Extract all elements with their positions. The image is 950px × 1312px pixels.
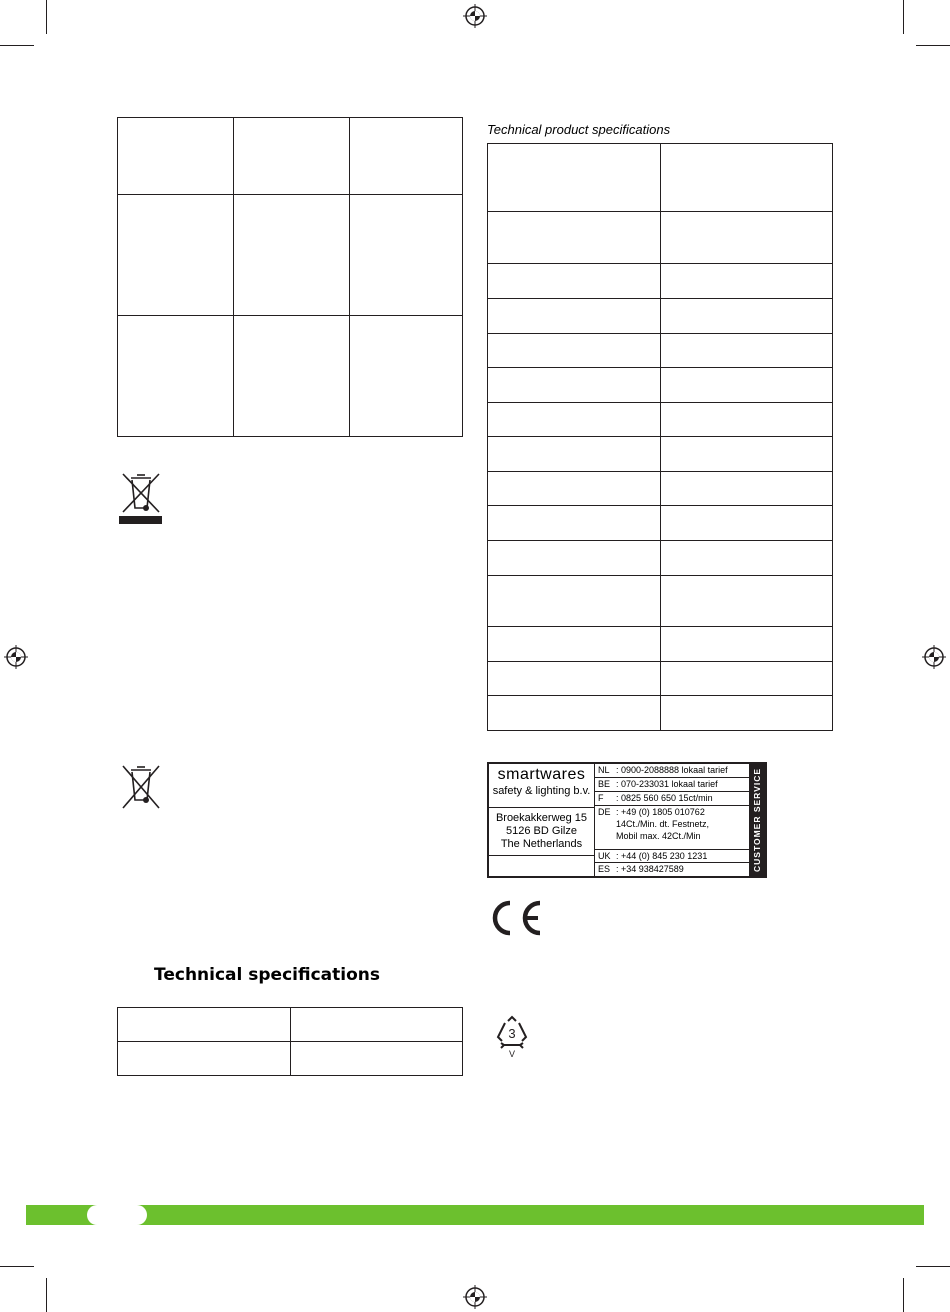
table-cell <box>661 696 833 731</box>
country-code: BE <box>598 779 611 789</box>
table-cell <box>488 212 661 264</box>
company-subtitle: safety & lighting b.v. <box>492 785 591 797</box>
table-cell <box>661 506 833 541</box>
troubleshooting-table <box>117 117 463 437</box>
company-name: smartwares <box>497 766 586 783</box>
phone-line: 14Ct./Min. dt. Festnetz, <box>616 819 710 829</box>
registration-mark-icon <box>922 645 946 669</box>
country-code: DE <box>598 807 611 817</box>
table-cell <box>661 403 833 437</box>
table-cell <box>291 1008 463 1042</box>
technical-specifications-heading: Technical specifications <box>154 965 380 985</box>
table-cell <box>488 541 661 576</box>
customer-service-side-label <box>749 764 765 876</box>
phone-text: : +34 938427589 <box>616 864 684 874</box>
table-cell <box>350 195 463 316</box>
table-cell <box>118 118 234 195</box>
address-line: 5126 BD Gilze <box>506 825 577 837</box>
phone-line <box>595 792 749 806</box>
phone-line <box>595 764 749 778</box>
table-cell <box>488 437 661 472</box>
table-cell <box>291 1042 463 1076</box>
table-cell <box>488 472 661 506</box>
table-cell <box>661 334 833 368</box>
country-code: NL <box>598 765 610 775</box>
table-cell <box>661 541 833 576</box>
table-cell <box>661 472 833 506</box>
weee-bin-icon <box>117 762 165 812</box>
table-cell <box>661 212 833 264</box>
table-cell <box>661 264 833 299</box>
phone-list <box>595 764 749 876</box>
phone-text: : +44 (0) 845 230 1231 <box>616 851 708 861</box>
empty-cell <box>489 856 595 876</box>
table-cell <box>234 118 350 195</box>
technical-product-specifications-caption: Technical product specifications <box>487 122 671 137</box>
country-code: F <box>598 793 604 803</box>
company-address <box>489 808 595 856</box>
table-cell <box>118 195 234 316</box>
technical-specifications-table <box>117 1007 463 1076</box>
table-cell <box>488 576 661 627</box>
footer-green-bar <box>26 1205 924 1225</box>
phone-line <box>595 863 749 876</box>
table-cell <box>661 627 833 662</box>
country-code: UK <box>598 851 611 861</box>
table-cell <box>118 316 234 437</box>
table-cell <box>661 437 833 472</box>
table-cell <box>661 662 833 696</box>
phone-line <box>595 778 749 792</box>
recycling-number: 3 <box>508 1026 516 1041</box>
table-cell <box>488 662 661 696</box>
ce-mark-icon <box>488 899 544 937</box>
address-line: The Netherlands <box>500 838 583 850</box>
table-cell <box>661 368 833 403</box>
customer-service-label: CUSTOMER SERVICE <box>752 767 762 873</box>
table-cell <box>234 195 350 316</box>
phone-text: : +49 (0) 1805 010762 <box>616 807 705 817</box>
product-specifications-table <box>487 143 833 731</box>
phone-text: : 0900-2088888 lokaal tarief <box>616 765 728 775</box>
table-cell <box>661 576 833 627</box>
table-cell <box>661 299 833 334</box>
table-cell <box>350 316 463 437</box>
table-cell <box>488 334 661 368</box>
address-line: Broekakkerweg 15 <box>495 812 588 824</box>
weee-bin-with-bar-icon <box>117 470 165 526</box>
table-cell <box>488 403 661 437</box>
registration-mark-icon <box>463 1285 487 1309</box>
phone-line: Mobil max. 42Ct./Min <box>616 831 701 841</box>
page-number-notch <box>87 1205 147 1225</box>
table-cell <box>488 368 661 403</box>
phone-text: : 0825 560 650 15ct/min <box>616 793 713 803</box>
phone-text: : 070-233031 lokaal tarief <box>616 779 718 789</box>
company-block <box>489 764 595 808</box>
phone-line <box>595 850 749 863</box>
customer-service-box <box>487 762 767 878</box>
recycling-symbol-icon <box>493 1015 531 1059</box>
table-cell <box>488 506 661 541</box>
table-cell <box>234 316 350 437</box>
table-cell <box>118 1008 291 1042</box>
phone-line-group <box>595 806 749 850</box>
table-cell <box>488 299 661 334</box>
recycling-label: V <box>508 1049 516 1059</box>
table-cell <box>118 1042 291 1076</box>
table-cell <box>488 627 661 662</box>
country-code: ES <box>598 864 611 874</box>
table-cell <box>350 118 463 195</box>
table-cell <box>488 696 661 731</box>
table-cell <box>488 144 661 212</box>
phone-line <box>598 806 749 818</box>
registration-mark-icon <box>4 645 28 669</box>
table-cell <box>661 144 833 212</box>
table-cell <box>488 264 661 299</box>
registration-mark-icon <box>463 4 487 28</box>
